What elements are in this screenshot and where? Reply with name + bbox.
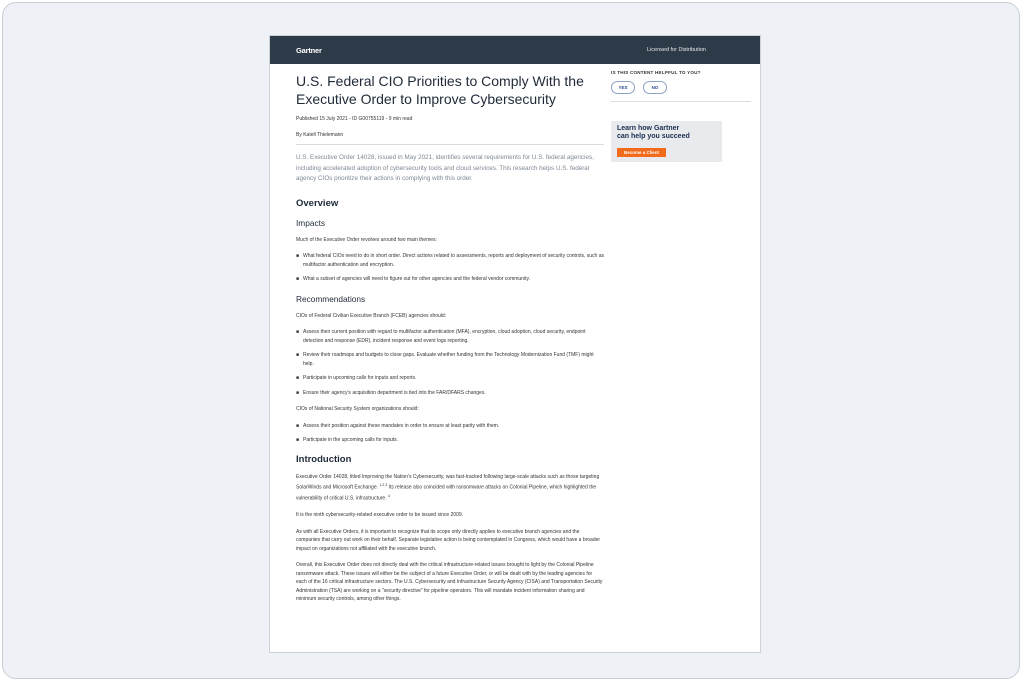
- promo-title-line-2: can help you succeed: [617, 133, 690, 140]
- document-page: [269, 35, 761, 653]
- overview-heading: Overview: [296, 197, 339, 209]
- nss-intro: CIOs of National Security System organizations should:: [296, 406, 419, 412]
- gartner-logo[interactable]: Gartner: [296, 45, 322, 55]
- impacts-heading: Impacts: [296, 217, 326, 228]
- promo-title-line-1: Learn how Gartner: [617, 125, 680, 132]
- article-summary: U.S. Executive Order 14028, issued in May 2021, identifies several requirements for U.S. federal agencies, including accelerated adoption of cybersecurity tools and cloud services. This research helps U.S. federal agency CIOs prioritize their actions in complying with this order.: [296, 154, 594, 182]
- list-item: ■ Review their roadmaps and budgets to close gaps. Evaluate whether funding from the Technology Modernization Fund (TMF) might help.: [296, 352, 594, 367]
- license-label: Licensed for Distribution: [646, 47, 706, 53]
- introduction-heading: Introduction: [296, 453, 352, 465]
- sidebar: [611, 70, 751, 162]
- bullet-icon: ■: [296, 437, 300, 443]
- fceb-list: [296, 328, 604, 397]
- list-item: ■ What federal CIOs need to do in short order. Direct actions related to assessments, reports and deployment of security controls, such as multifactor authentication and encryption.: [296, 253, 604, 268]
- recommendations-heading: Recommendations: [296, 293, 366, 304]
- become-client-button[interactable]: Become a Client: [617, 148, 666, 157]
- screenshot-frame: [2, 2, 1020, 679]
- intro-paragraph-2: It is the ninth cybersecurity-related executive order to be issued since 2009.: [296, 512, 464, 519]
- list-item: ■ What a subset of agencies will need to figure out for other agencies and the federal vendor community.: [296, 276, 530, 282]
- bullet-icon: ■: [296, 422, 300, 429]
- top-bar: [270, 36, 760, 64]
- bullet-icon: ■: [296, 253, 300, 259]
- author-byline: By Katell Thielemann: [296, 132, 604, 145]
- bullet-icon: ■: [296, 375, 300, 381]
- bullet-icon: ■: [296, 389, 300, 396]
- no-button[interactable]: NO: [643, 81, 667, 94]
- bullet-icon: ■: [296, 329, 300, 335]
- footnote-ref[interactable]: 4: [387, 494, 390, 499]
- feedback-buttons: [611, 81, 751, 102]
- list-item: ■ Participate in upcoming calls for inputs and reports.: [296, 375, 417, 381]
- list-item: ■ Participate in the upcoming calls for inputs.: [296, 437, 399, 443]
- list-item: ■ Ensure their agency's acquisition department is tied into the FAR/DFARS changes.: [296, 389, 486, 396]
- yes-button[interactable]: YES: [611, 81, 635, 94]
- fceb-intro: CIOs of Federal Civilian Executive Branch (FCEB) agencies should:: [296, 312, 447, 319]
- article-title: U.S. Federal CIO Priorities to Comply With the Executive Order to Improve Cybersecurity: [296, 73, 584, 107]
- list-item: ■ Assess their current position with regard to multifactor authentication (MFA), encryption, cloud adoption, cloud security, endpoint detection and response (EDR), incident response and event logs reporting.: [296, 329, 586, 344]
- impacts-list: [296, 252, 604, 284]
- nss-list: [296, 422, 604, 445]
- footnote-ref[interactable]: 1,2,3: [379, 483, 388, 487]
- publish-meta: Published 15 July 2021 - ID G00755119 - 9 min read: [296, 116, 413, 122]
- bullet-icon: ■: [296, 276, 300, 282]
- intro-paragraph-1: Executive Order 14028, titled Improving the Nation's Cybersecurity, was fast-tracked following large-scale attacks such as those targeting SolarWinds and Microsoft Exchange. $^{1,2,3}$ Its release also coincided with ransomware attacks on Colonial Pipeline, which highlighted the vulnerability of critical U.S. infrastructure. $^4$: [296, 473, 600, 502]
- bullet-icon: ■: [296, 352, 300, 358]
- list-item: ■ Assess their position against these mandates in order to ensure at least parity with them.: [296, 422, 500, 429]
- impacts-intro: Much of the Executive Order revolves around two main themes:: [296, 236, 437, 243]
- helpful-question: IS THIS CONTENT HELPFUL TO YOU?: [611, 70, 701, 75]
- intro-paragraph-4: Overall, this Executive Order does not directly deal with the critical infrastructure-related issues brought to light by the Colonial Pipeline ransomware attack. These issues will either be the subject of a future Executive Order, or will be dealt with by the leading agencies for each of the 16 critical infrastructure sectors. The U.S. Cybersecurity and Infrastructure Security Agency (CISA) and Transportation Security Administration (TSA) are working on a "security directive" for pipeline operators. This will mandate incident information sharing and minimum security controls, among other things.: [296, 562, 603, 603]
- intro-paragraph-3: As with all Executive Orders, it is important to recognize that its scope only directly applies to executive branch agencies and the companies that carry out work on their behalf. Separate legislative action is being contemplated in Congress, which would have a broader impact on organizations not affiliated with the executive branch.: [296, 528, 601, 552]
- article-main: [296, 72, 604, 604]
- promo-box: [611, 121, 722, 162]
